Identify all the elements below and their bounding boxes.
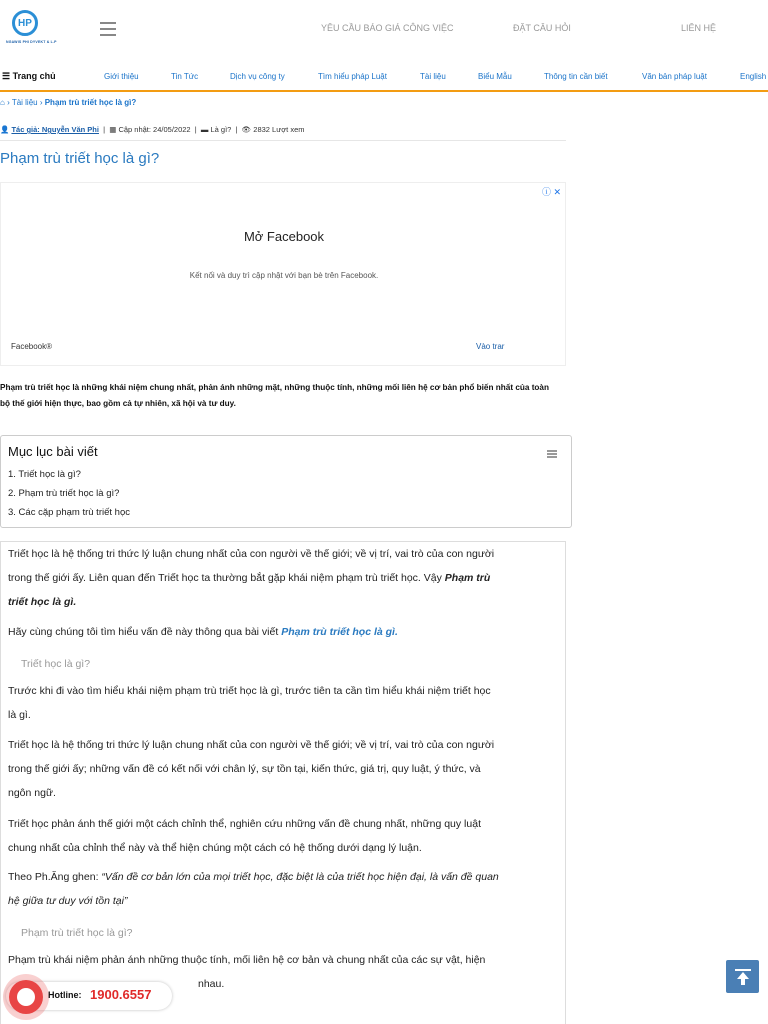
ad-subtitle: Kết nối và duy trì cập nhật với bạn bè trên Facebook. [189, 271, 379, 280]
updated-date: Cập nhật: 24/05/2022 [118, 125, 191, 134]
ad-cta-link[interactable]: Vào trar [476, 342, 505, 351]
quote: hệ giữa tư duy với tồn tại” [8, 895, 128, 907]
nav-item-tin-tuc[interactable]: Tin Tức [171, 72, 199, 81]
arrow-up-icon [733, 967, 753, 987]
paragraph [8, 620, 560, 644]
nav-item-van-ban[interactable]: Văn bản pháp luật [642, 72, 707, 81]
top-header [0, 0, 768, 60]
breadcrumb: ⌂ › Tài liệu › Phạm trù triết học là gì? [0, 98, 137, 107]
table-of-contents [0, 435, 572, 528]
text-line: nhau. [198, 978, 225, 990]
main-nav [0, 64, 768, 92]
page-title: Phạm trù triết học là gì? [0, 150, 160, 167]
hotline-label: Hotline: [48, 990, 82, 1000]
quote: “Vấn đề cơ bản lớn của mọi triết học, đặc biệt là của triết học hiện đại, là vấn đề quan [101, 871, 499, 883]
nav-item-phap-luat[interactable]: Tìm hiểu pháp Luật [318, 72, 387, 81]
section-heading: Triết học là gì? [21, 658, 91, 670]
site-logo[interactable] [6, 10, 57, 50]
logo-text: NGAWIS PHI DYVEKT & L.P [6, 40, 57, 44]
eye-icon: 👁 [241, 125, 252, 134]
breadcrumb-parent[interactable]: Tài liệu [11, 98, 38, 107]
ad-banner[interactable] [0, 182, 566, 366]
hotline-widget[interactable] [6, 982, 172, 1010]
toc-item[interactable]: 2. Phạm trù triết học là gì? [8, 488, 120, 499]
paragraph [8, 542, 560, 614]
folder-icon: ▬ [200, 125, 209, 134]
paragraph [8, 679, 560, 727]
text-line: Triết học phản ánh thế giới một cách chỉnh thể, nghiên cứu những vấn đề chung nhất, những quy luật [8, 818, 481, 830]
paragraph [8, 733, 560, 805]
text-line: là gì. [8, 709, 31, 721]
nav-home-label: Trang chủ [12, 71, 56, 81]
emphasis: triết học là gì. [8, 596, 77, 608]
toc-item[interactable]: 1. Triết học là gì? [8, 469, 81, 480]
text-line: Theo Ph.Ăng ghen: [8, 871, 102, 883]
category-link[interactable]: Là gì? [210, 125, 232, 134]
toc-toggle-icon[interactable] [547, 450, 557, 458]
paragraph [8, 812, 560, 860]
paragraph [8, 865, 560, 913]
back-to-top-button[interactable] [726, 960, 759, 993]
text-line: Phạm trù khái niệm phản ánh những thuộc tính, mối liên hệ cơ bản và chung nhất của các sự vật, hiện [8, 954, 486, 966]
view-count: 2832 Lượt xem [253, 125, 305, 134]
menu-icon[interactable] [100, 22, 116, 36]
nav-item-bieu-mau[interactable]: Biểu Mẫu [478, 72, 512, 81]
toc-item[interactable]: 3. Các cặp phạm trù triết học [8, 507, 130, 518]
breadcrumb-current: Phạm trù triết học là gì? [44, 98, 137, 107]
ad-info-close-icon[interactable]: ⓘ ✕ [541, 187, 561, 197]
nav-item-dich-vu[interactable]: Dịch vụ công ty [230, 72, 285, 81]
text-line: Triết học là hệ thống tri thức lý luận chung nhất của con người về thế giới; về vị trí, vai trò của con người [8, 548, 495, 560]
article-meta: 👤 Tác giả: Nguyễn Văn Phi | ▦ Cập nhật: 24/05/2022 | ▬ Là gì? | 👁 2832 Lượt xem [0, 125, 305, 134]
home-icon[interactable]: ⌂ [0, 98, 5, 107]
text-line: Hãy cùng chúng tôi tìm hiểu vấn đề này thông qua bài viết [8, 626, 282, 638]
text-line: trong thế giới ấy; những vấn đề có kết nối với chân lý, sự tồn tại, kiến thức, giá trị, quy luật, ý thức, và [8, 763, 481, 775]
text-line: Triết học là hệ thống tri thức lý luận chung nhất của con người về thế giới; về vị trí, vai trò của con người [8, 739, 495, 751]
request-quote-link[interactable]: YÊU CẦU BÁO GIÁ CÔNG VIỆC [321, 23, 454, 33]
article-link[interactable]: Phạm trù triết học là gì. [281, 626, 398, 638]
author-link[interactable]: Tác giả: Nguyễn Văn Phi [11, 125, 99, 134]
toc-title: Mục lục bài viết [8, 444, 98, 459]
list-icon: ☰ [2, 71, 11, 81]
text-line: trong thế giới ấy. Liên quan đến Triết học ta thường bắt gặp khái niệm phạm trù triết học. Vậy [8, 572, 445, 584]
text-line: ngôn ngữ. [8, 787, 56, 799]
ad-brand: Facebook® [11, 342, 53, 351]
nav-item-english[interactable]: English [740, 72, 767, 81]
article-intro: Phạm trù triết học là những khái niệm chung nhất, phản ánh những mặt, những thuộc tính, những mối liên hệ cơ bản phổ biến nhất của toàn bộ thế giới hiện thực, bao gồm cả tự nhiên, xã hội và tư duy. [0, 383, 549, 408]
ad-title: Mở Facebook [243, 229, 325, 244]
calendar-icon: ▦ [109, 125, 117, 134]
logo-mark: HP [12, 10, 38, 36]
nav-item-tai-lieu[interactable]: Tài liệu [420, 72, 446, 81]
contact-link[interactable]: LIÊN HỆ [681, 23, 717, 33]
text-line: chung nhất của chỉnh thể này và thể hiện chúng một cách có hệ thống dưới dạng lý luận. [8, 842, 422, 854]
text-line: Trước khi đi vào tìm hiểu khái niệm phạm trù triết học là gì, trước tiên ta cần tìm hiểu khái niệm triết học [8, 685, 491, 697]
divider [0, 140, 566, 141]
user-icon: 👤 [0, 125, 10, 134]
hotline-number[interactable]: 1900.6557 [90, 987, 152, 1002]
phone-icon[interactable] [9, 980, 43, 1014]
emphasis: Phạm trù [444, 572, 491, 584]
nav-home[interactable] [2, 71, 56, 82]
article-body [0, 541, 566, 1024]
nav-item-gioi-thieu[interactable]: Giới thiệu [104, 72, 139, 81]
nav-item-thong-tin[interactable]: Thông tin cần biết [544, 72, 608, 81]
section-heading: Phạm trù triết học là gì? [21, 927, 133, 939]
ask-question-link[interactable]: ĐẶT CÂU HỎI [513, 23, 571, 33]
